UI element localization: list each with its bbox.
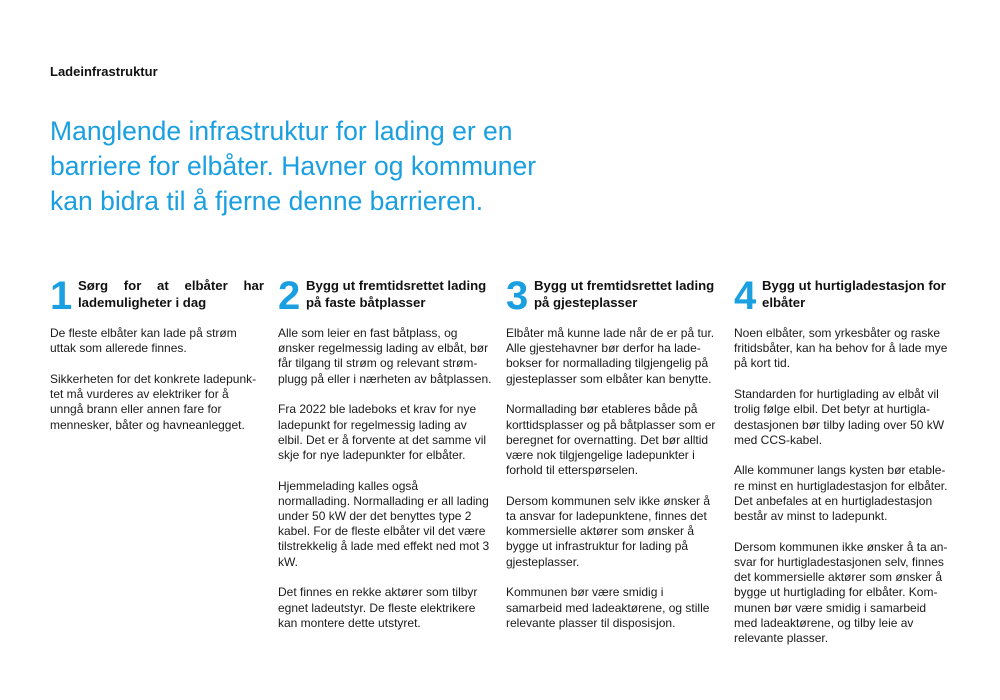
headline-line: Manglende infrastruktur for lading er en [50,116,513,146]
step-number: 1 [50,274,73,318]
paragraph: Fra 2022 ble ladeboks et krav for nye ladepunkt for regelmessig lading av elbil. Det er å forvente at det samme vil skje for nye ladepunkter for elbåter. [278,402,487,462]
paragraph: Noen elbåter, som yrkesbåter og raske fritidsbåter, kan ha behov for å lade mye på kort tid. [734,326,948,371]
step-number: 3 [506,274,529,318]
paragraph: Dersom kommunen ikke ønsker å ta an-svar for hurtigladestasjonen selv, finnes det kommersielle aktører som ønsker å bygge ut hurtiglading for elbåter. Kom-munen bør være smidig i samarbeid med ladeaktørene, og tilby leie av relevante plasser. [734,539,948,645]
paragraph: Standarden for hurtiglading av elbåt vil trolig følge elbil. Det betyr at hurtigla-destasjonen bør tilby lading over 50 kW med CCS-kabel. [734,387,945,447]
column-title: Bygg ut hurtigladestasjon for elbåter [762,278,946,310]
paragraph: Elbåter må kunne lade når de er på tur. Alle gjestehavner bør derfor ha lade-bokser for normallading tilgjengelig på gjesteplasser som elbåter kan benytte. [506,326,715,386]
headline-line: kan bidra til å fjerne denne barrieren. [50,186,484,216]
paragraph: Normallading bør etableres både på korttidsplasser og på båtplasser som er beregnet for overnatting. Det bør alltid være nok tilgjengelige ladepunkter i forhold til etterspørselen. [506,402,716,478]
column-title: Bygg ut fremtidsrettet lading på faste båtplasser [306,278,487,310]
column-body [734,326,948,646]
column-2 [278,274,492,646]
section-label: Ladeinfrastruktur [50,64,158,79]
column-body [278,326,492,631]
paragraph: Det finnes en rekke aktører som tilbyr egnet ladeutstyr. De fleste elektrikere kan montere dette utstyret. [278,585,478,630]
paragraph: Dersom kommunen selv ikke ønsker å ta ansvar for ladepunktene, finnes det kommersielle aktører som ønsker å bygge ut infrastruktur for lading på gjesteplasser. [506,493,711,569]
step-number: 2 [278,274,301,318]
paragraph: Hjemmelading kalles også normallading. Normallading er all lading under 50 kW der det benyttes type 2 kabel. For de fleste elbåter vil det være tilstrekkelig å lade med effekt ned mot 3 kW. [278,478,490,569]
column-title: Sørg for at elbåter har lademuligheter i dag [78,278,264,310]
step-number: 4 [734,274,757,318]
paragraph: De fleste elbåter kan lade på strøm uttak som allerede finnes. [50,326,237,356]
headline-line: barriere for elbåter. Havner og kommuner [50,151,537,181]
paragraph: Alle som leier en fast båtplass, og ønsker regelmessig lading av elbåt, bør får tilgang til strøm og relevant strøm-plugg på eller i nærheten av båtplassen. [278,326,492,386]
column-3 [506,274,720,646]
column-title: Bygg ut fremtidsrettet lading på gjesteplasser [534,278,715,310]
column-1 [50,274,264,448]
paragraph: Alle kommuner langs kysten bør etable-re minst en hurtigladestasjon for elbåter. Det anbefales at en hurtigladestasjon består av minst to ladepunkt. [734,463,948,524]
headline [50,114,650,219]
column-header [734,274,948,326]
paragraph: Sikkerheten for det konkrete ladepunk-tet må vurderes av elektriker for å unngå brann eller annen fare for mennesker, båter og havneanlegget. [50,371,257,432]
column-header [278,274,492,326]
column-body [50,326,264,433]
column-header [50,274,264,326]
column-4 [734,274,948,662]
column-body [506,326,720,631]
paragraph: Kommunen bør være smidig i samarbeid med ladeaktørene, og stille relevante plasser til disposisjon. [506,585,710,630]
column-header [506,274,720,326]
